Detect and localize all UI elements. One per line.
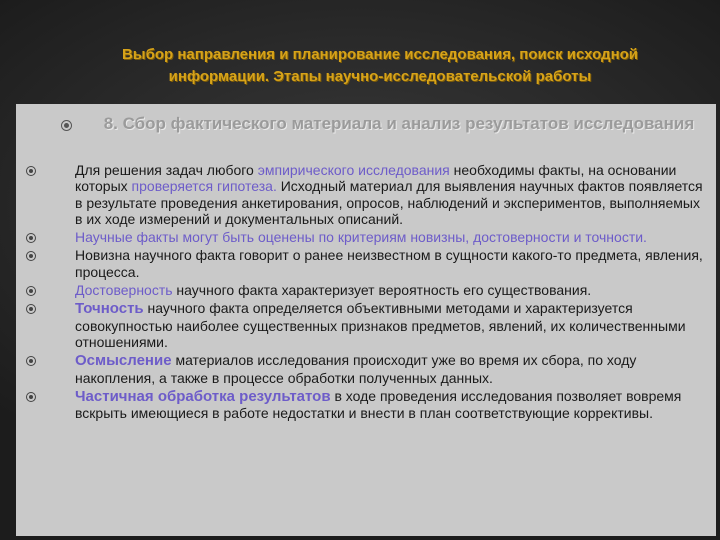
slide-title-line-1: Выбор направления и планирование исследования, поиск исходной [121, 46, 639, 63]
item-highlight: Достоверность [75, 282, 173, 299]
content-panel [16, 104, 716, 536]
list-item [16, 229, 716, 245]
item-text: Для решения задач любого [75, 162, 258, 178]
item-text: Исходный материал для выявления научных фактов появляется в результате проведения анкетирования, опросов, наблюдений и экспериментов, выполняемых в их ходе измерений и документальных описаний. [75, 178, 703, 227]
bullet-list [16, 162, 716, 421]
bullet-icon [26, 286, 36, 296]
bullet-icon [26, 166, 36, 176]
bullet-icon [26, 304, 36, 314]
bullet-icon [26, 233, 36, 243]
item-highlight: проверяется гипотеза. [131, 178, 277, 195]
bullet-icon [26, 251, 36, 261]
list-item [16, 247, 716, 280]
bullet-icon [26, 392, 36, 402]
slide-title-line-2: информации. Этапы научно-исследовательской работы [168, 68, 592, 85]
slide-title [70, 44, 690, 88]
list-item [16, 352, 716, 386]
item-text: Новизна научного факта говорит о ранее неизвестном в сущности какого-то предмета, явления, процесса. [75, 247, 703, 280]
item-highlight: эмпирического исследования [257, 162, 450, 178]
section-heading: 8. Сбор фактического материала и анализ результатов исследования [103, 114, 695, 133]
item-highlight: Точность [75, 300, 144, 318]
item-text: научного факта характеризует вероятность его существования. [172, 282, 592, 299]
item-text: научного факта определяется объективными методами и характеризуется совокупностью наиболее существенных признаков предметов, явлений, их количественными отношениями. [75, 300, 686, 350]
item-text: необходимы факты, на основании которых [75, 162, 677, 195]
bullet-icon [61, 120, 72, 131]
item-text: материалов исследования происходит уже во время их сбора, по ходу накопления, а также в процессе обработки полученных данных. [75, 352, 637, 386]
list-item [16, 300, 716, 350]
item-highlight: Научные факты могут быть оценены по критериям новизны, достоверности и точности. [75, 229, 647, 246]
item-highlight: Частичная обработка результатов [75, 387, 331, 405]
list-item [16, 388, 716, 422]
bullet-icon [26, 356, 36, 366]
list-item [16, 282, 716, 298]
item-text: в ходе проведения исследования позволяет вовремя вскрыть имеющиеся в работе недостатки и внести в план соответствующие коррективы. [75, 387, 682, 422]
list-item [16, 162, 716, 227]
section-heading-row [16, 114, 716, 158]
item-highlight: Осмысление [75, 352, 172, 370]
